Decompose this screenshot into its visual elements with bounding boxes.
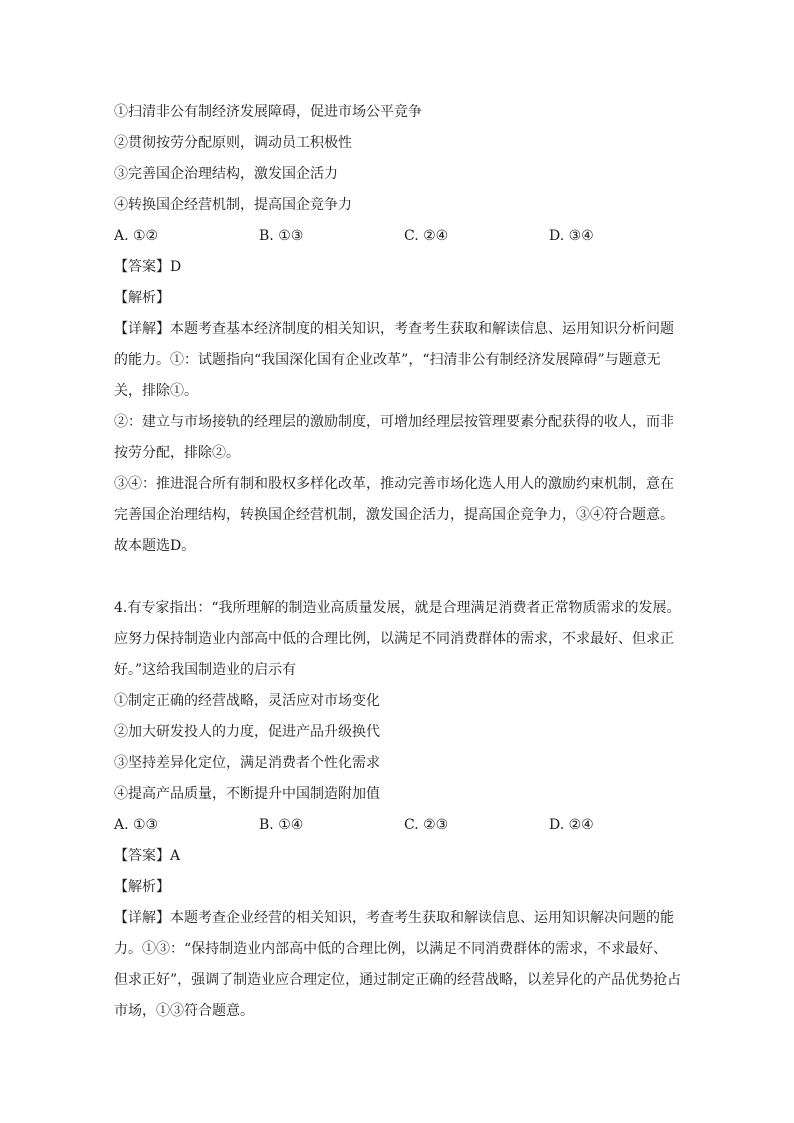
option-a: A. ①③ — [114, 817, 159, 833]
detail-line: 【详解】本题考查企业经营的相关知识，考查考生获取和解读信息、运用知识解决问题的能 — [114, 910, 674, 926]
stem-line: 应努力保持制造业内部高中低的合理比例，以满足不同消费群体的需求，不求最好、但求正 — [114, 631, 674, 647]
stem-line: 4.有专家指出：“我所理解的制造业高质量发展，就是合理满足消费者正常物质需求的发展。 — [114, 600, 681, 616]
detail-line: ③④：推进混合所有制和股权多样化改革，推动完善市场化选人用人的激励约束机制，意在 — [114, 476, 674, 492]
detail-line: 市场，①③符合题意。 — [114, 1003, 254, 1019]
option-d: D. ②④ — [549, 817, 594, 833]
analysis-heading: 【解析】 — [114, 290, 170, 306]
option-b: B. ①③ — [259, 228, 304, 244]
option-b: B. ①④ — [259, 817, 304, 833]
detail-line: 完善国企治理结构，转换国企经营机制，激发国企活力，提高国企竞争力，③④符合题意。 — [114, 507, 674, 523]
choice-4: ④提高产品质量，不断提升中国制造附加值 — [114, 786, 380, 802]
question-3 — [114, 97, 694, 562]
choice-2: ②加大研发投人的力度，促进产品升级换代 — [114, 724, 380, 740]
page-content — [114, 97, 694, 1027]
stem-line: 好。”这给我国制造业的启示有 — [114, 662, 297, 678]
question-stem — [114, 593, 694, 686]
detail-line: 但求正好”，强调了制造业应合理定位，通过制定正确的经营战略，以差异化的产品优势抢占 — [114, 972, 682, 988]
choice-1: ①扫清非公有制经济发展障碍，促进市场公平竞争 — [114, 104, 422, 120]
analysis-heading: 【解析】 — [114, 879, 170, 895]
option-c: C. ②④ — [404, 228, 449, 244]
option-d: D. ③④ — [549, 228, 594, 244]
answer-options — [114, 810, 694, 841]
answer-options — [114, 221, 694, 252]
choice-2: ②贯彻按劳分配原则，调动员工积极性 — [114, 135, 352, 151]
option-a: A. ①② — [114, 228, 159, 244]
detail-paragraph — [114, 314, 694, 562]
question-4 — [114, 593, 694, 1027]
detail-line: 力。①③：“保持制造业内部高中低的合理比例，以满足不同消费群体的需求，不求最好、 — [114, 941, 668, 957]
answer: 【答案】D — [114, 259, 182, 275]
choice-1: ①制定正确的经营战略，灵活应对市场变化 — [114, 693, 380, 709]
option-c: C. ②③ — [404, 817, 449, 833]
spacer — [114, 562, 694, 593]
answer: 【答案】A — [114, 848, 181, 864]
detail-line: 的能力。①：试题指向“我国深化国有企业改革”，“扫清非公有制经济发展障碍”与题意无 — [114, 352, 661, 368]
choice-4: ④转换国企经营机制，提高国企竞争力 — [114, 197, 352, 213]
detail-line: ②：建立与市场接轨的经理层的激励制度，可增加经理层按管理要素分配获得的收人，而非 — [114, 414, 674, 430]
detail-paragraph — [114, 903, 694, 1027]
detail-line: 故本题选D。 — [114, 538, 196, 554]
detail-line: 按劳分配，排除②。 — [114, 445, 240, 461]
choice-3: ③完善国企治理结构，激发国企活力 — [114, 166, 338, 182]
detail-line: 关，排除①。 — [114, 383, 198, 399]
detail-line: 【详解】本题考查基本经济制度的相关知识，考查考生获取和解读信息、运用知识分析问题 — [114, 321, 674, 337]
choice-3: ③坚持差异化定位，满足消费者个性化需求 — [114, 755, 380, 771]
